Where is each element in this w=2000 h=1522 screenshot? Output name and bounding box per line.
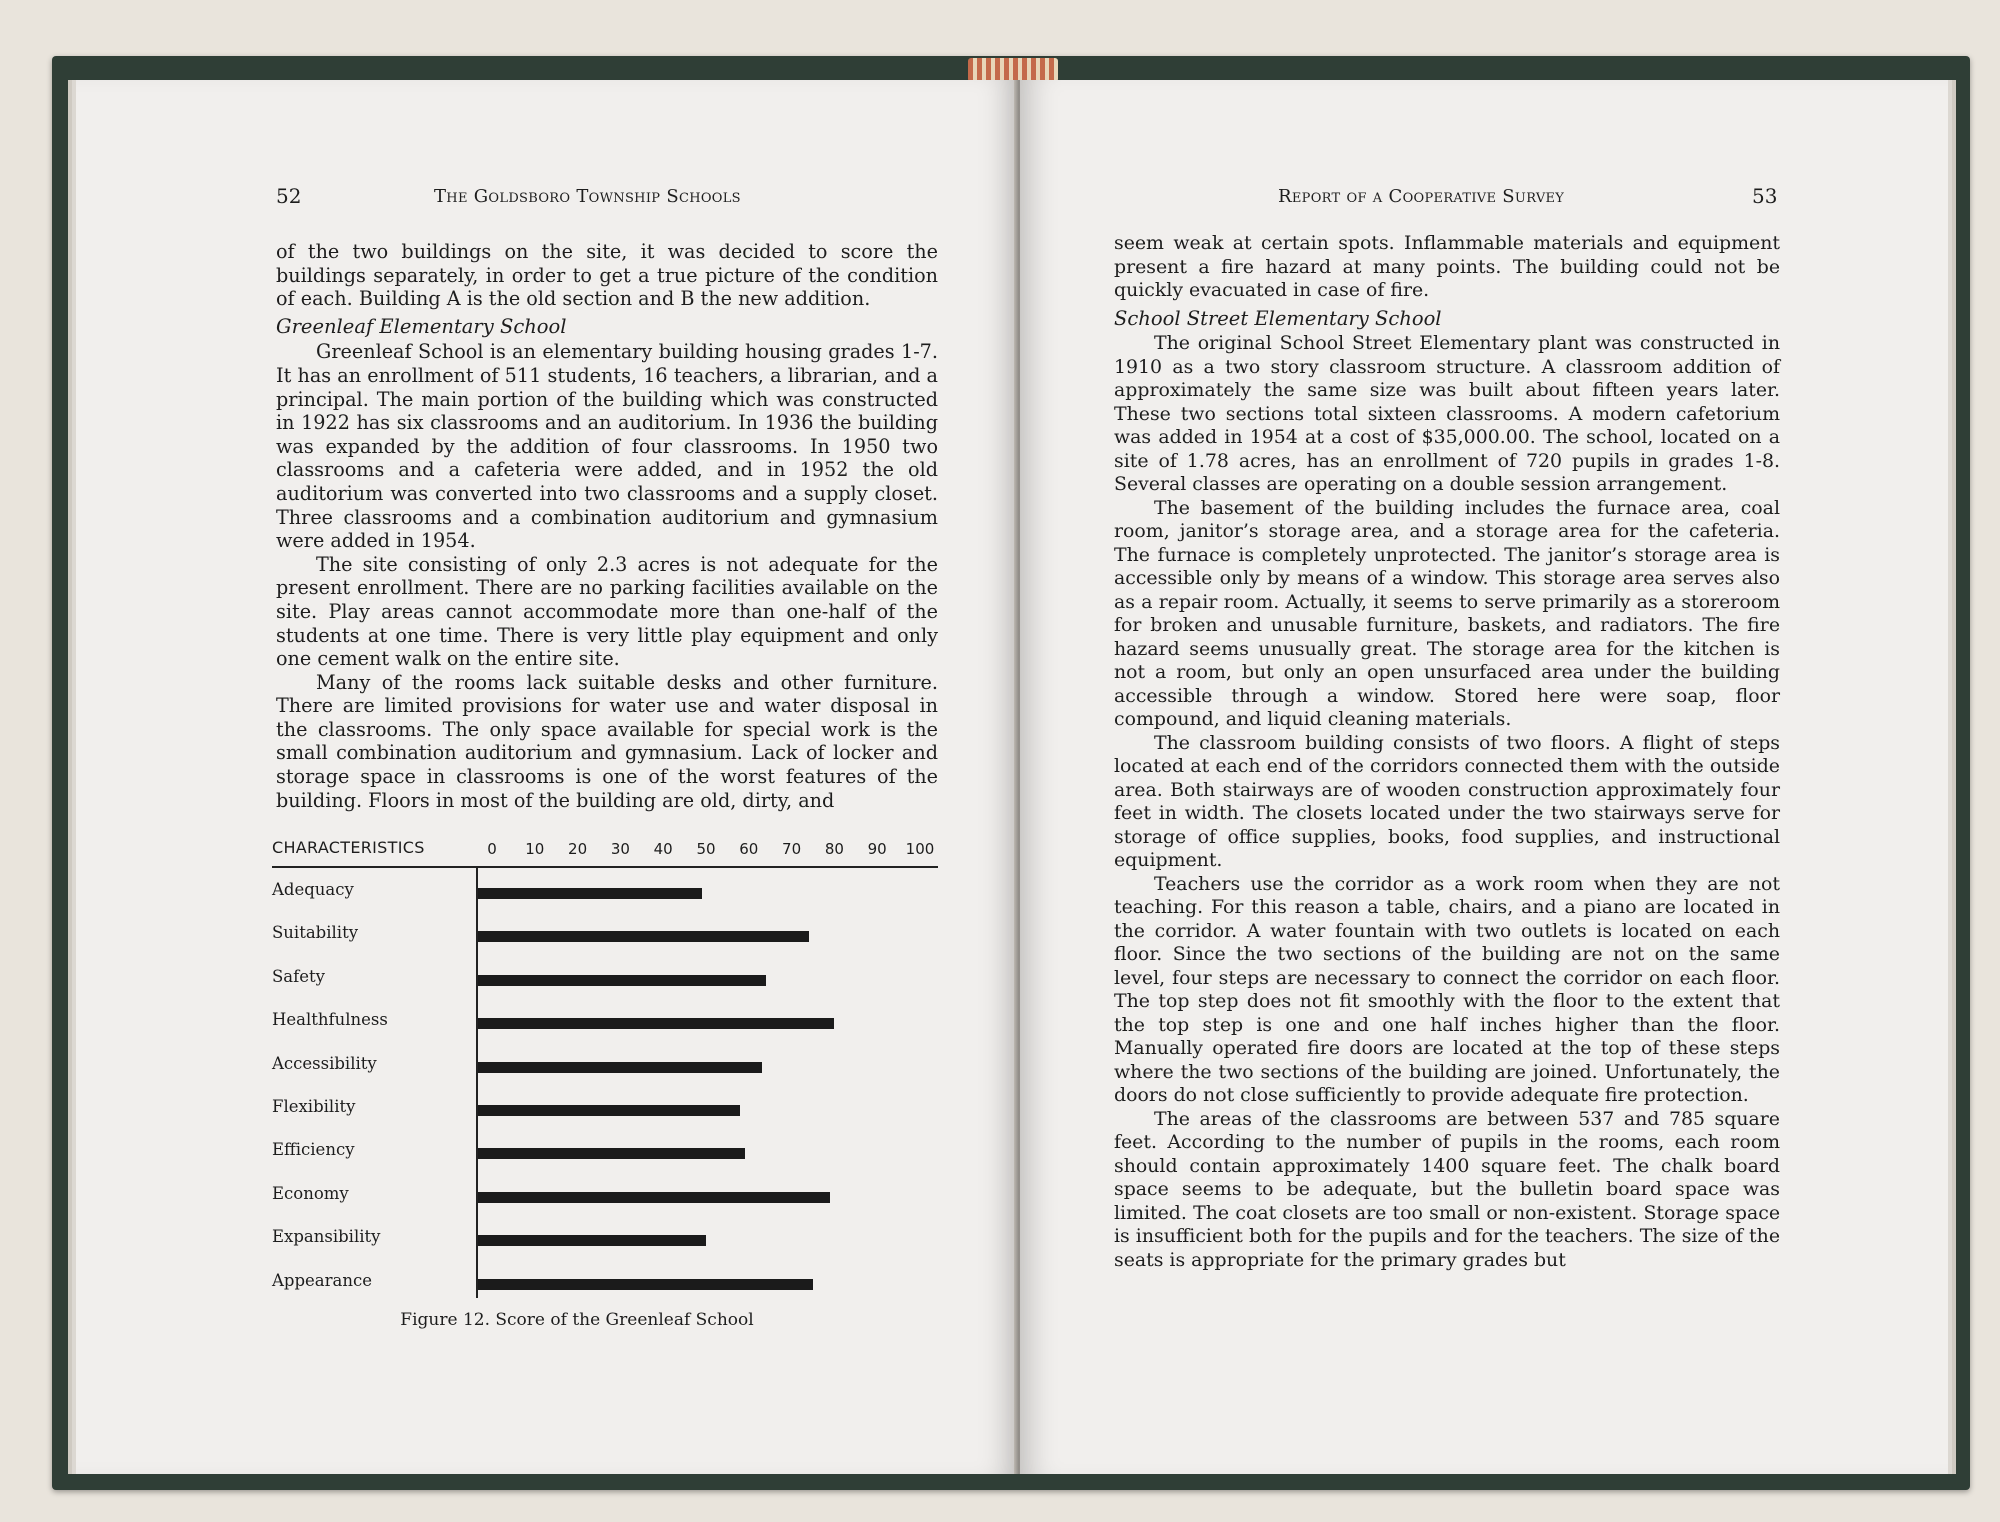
chart-header-label: CHARACTERISTICS	[272, 838, 425, 857]
chart-category-appearance: Appearance	[272, 1270, 372, 1290]
right-paragraph-5: The areas of the classrooms are between 537 and 785 square feet. According to the number of pupils in the rooms, each room should contain approximately 1400 square feet. The chalk board space seems to be adequate, but the bulletin board space was limited. The coat closets are too small or non-existent. Storage space is insufficient both for the pupils and for the teachers. The size of the seats is appropriate for the primary grades but	[1114, 1107, 1780, 1271]
chart-category-adequacy: Adequacy	[272, 880, 354, 899]
chart-tick-40: 40	[653, 840, 673, 858]
chart-tick-90: 90	[867, 840, 887, 858]
chart-bar-efficiency	[478, 1148, 745, 1159]
left-running-head: The Goldsboro Township Schools	[434, 186, 741, 207]
chart-bar-appearance	[478, 1279, 813, 1290]
chart-category-suitability: Suitability	[272, 923, 359, 943]
chart-tick-100: 100	[905, 840, 935, 858]
chart-bar-flexibility	[478, 1105, 740, 1116]
score-chart	[272, 838, 938, 1290]
right-paragraph-3: The classroom building consists of two floors. A flight of steps located at each end of the corridors connected them with the outside area. Both stairways are of wooden construction approximately four feet in width. The closets located under the two stairways serve for storage of office supplies, books, food supplies, and instructional equipment.	[1114, 731, 1780, 871]
right-page-header	[1020, 184, 1948, 214]
chart-tick-70: 70	[782, 840, 802, 858]
chart-tick-60: 60	[739, 840, 759, 858]
left-page-number: 52	[276, 184, 302, 208]
figure-caption: Figure 12. Score of the Greenleaf School	[400, 1310, 754, 1330]
right-section-title: School Street Elementary School	[1114, 306, 1442, 330]
left-page-header	[76, 184, 1018, 214]
chart-tick-30: 30	[610, 840, 630, 858]
right-paragraph-continued: seem weak at certain spots. Inflammable materials and equipment present a fire hazard at many points. The building could not be quickly evacuated in case of fire.	[1114, 232, 1780, 301]
chart-bar-safety	[478, 975, 766, 986]
chart-bar-expansibility	[478, 1235, 706, 1246]
chart-category-expansibility: Expansibility	[272, 1227, 381, 1247]
chart-bar-suitability	[478, 931, 809, 942]
chart-header-row	[272, 838, 938, 864]
chart-tick-20: 20	[568, 840, 588, 858]
book-headband	[968, 58, 1058, 82]
chart-bar-economy	[478, 1192, 830, 1203]
left-section-title: Greenleaf Elementary School	[276, 314, 567, 338]
left-paragraph-3: Many of the rooms lack suitable desks and other furniture. There are limited provisions for water use and water disposal in the classrooms. The only space available for special work is the small combination auditorium and gymnasium. Lack of locker and storage space in classrooms is one of the worst features of the building. Floors in most of the building are old, dirty, and	[276, 670, 938, 812]
chart-bar-healthfulness	[478, 1018, 834, 1029]
chart-category-healthfulness: Healthfulness	[272, 1010, 388, 1030]
chart-category-economy: Economy	[272, 1183, 349, 1203]
right-paragraph-4: Teachers use the corridor as a work room when they are not teaching. For this reason a table, chairs, and a piano are located in the corridor. A water fountain with two outlets is located on each floor. Since the two sections of the building are not on the same level, four steps are necessary to connect the corridor on each floor. The top step does not fit smoothly with the floor to the extent that the top step is one and one half inches higher than the floor. Manually operated fire doors are located at the top of these steps where the two sections of the building are joined. Unfortunately, the doors do not close sufficiently to provide adequate fire protection.	[1114, 872, 1780, 1106]
right-page	[1020, 80, 1948, 1474]
right-page-number: 53	[1752, 184, 1778, 208]
right-paragraph-1: The original School Street Elementary plant was constructed in 1910 as a two story classroom structure. A classroom addition of approximately the same size was built about fifteen years later. These two sections total sixteen classrooms. A modern cafetorium was added in 1954 at a cost of $35,000.00. The school, located on a site of 1.78 acres, has an enrollment of 720 pupils in grades 1-8. Several classes are operating on a double session arrangement.	[1114, 332, 1780, 495]
chart-category-flexibility: Flexibility	[272, 1097, 356, 1116]
left-paragraph-2: The site consisting of only 2.3 acres is not adequate for the present enrollment. There are no parking facilities available on the site. Play areas cannot accommodate more than one-half of the students at one time. There is very little play equipment and only one cement walk on the entire site.	[276, 552, 938, 671]
chart-category-accessibility: Accessibility	[272, 1053, 377, 1073]
chart-tick-10: 10	[525, 840, 545, 858]
right-running-head: Report of a Cooperative Survey	[1278, 186, 1565, 207]
chart-header-rule	[272, 866, 938, 868]
chart-category-safety: Safety	[272, 966, 325, 986]
chart-bar-adequacy	[478, 888, 702, 899]
chart-tick-0: 0	[487, 840, 497, 858]
chart-bar-accessibility	[478, 1062, 762, 1073]
left-body-text	[276, 240, 938, 812]
chart-tick-50: 50	[696, 840, 716, 858]
right-body-text	[1114, 232, 1780, 1272]
left-page	[76, 80, 1018, 1474]
chart-tick-80: 80	[824, 840, 844, 858]
left-paragraph-1: Greenleaf School is an elementary building housing grades 1-7. It has an enrollment of 511 students, 16 teachers, a librarian, and a principal. The main portion of the building which was constructed in 1922 has six classrooms and an auditorium. In 1936 the building was expanded by the addition of four classrooms. In 1950 two classrooms and a cafeteria were added, and in 1952 the old auditorium was converted into two classrooms and a supply closet. Three classrooms and a combination auditorium and gymnasium were added in 1954.	[276, 340, 938, 553]
right-paragraph-2: The basement of the building includes the furnace area, coal room, janitor’s storage area, and a storage area for the cafeteria. The furnace is completely unprotected. The janitor’s storage area is accessible only by means of a window. This storage area serves also as a repair room. Actually, it seems to serve primarily as a storeroom for broken and unusable furniture, baskets, and radiators. The fire hazard seems unusually great. The storage area for the kitchen is not a room, but only an open unsurfaced area under the building accessible through a window. Stored here were soap, floor compound, and liquid cleaning materials.	[1114, 496, 1780, 730]
left-paragraph-continued: of the two buildings on the site, it was decided to score the buildings separately, in order to get a true picture of the condition of each. Building A is the old section and B the new addition.	[276, 240, 938, 311]
chart-category-efficiency: Efficiency	[272, 1140, 355, 1160]
